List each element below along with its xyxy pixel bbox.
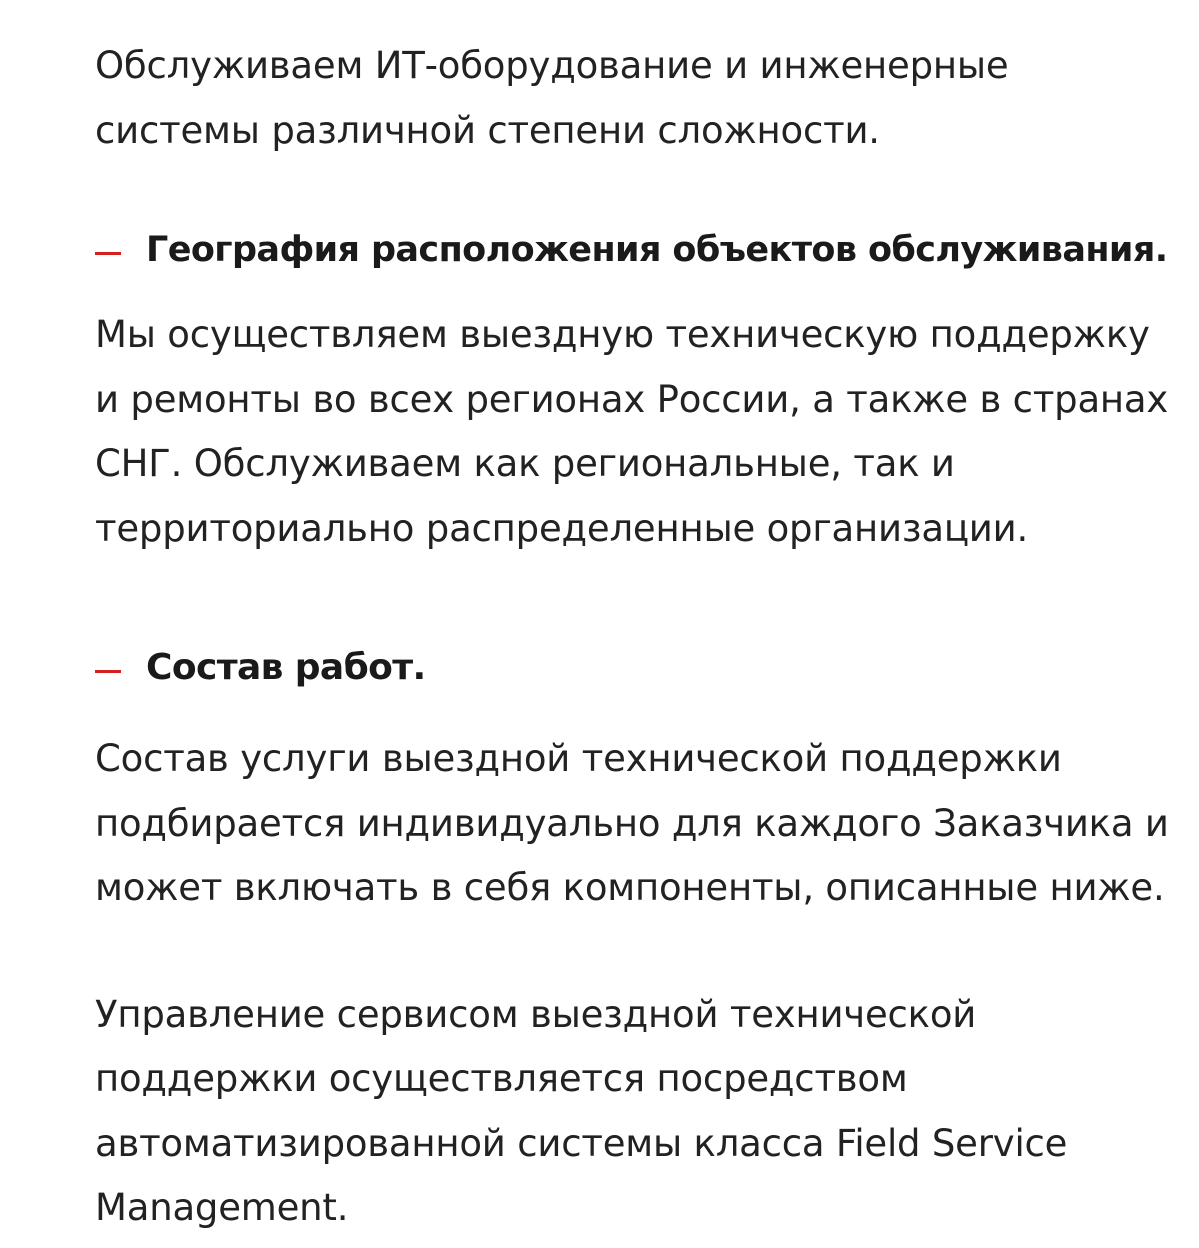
section-heading-geography xyxy=(95,225,1175,275)
section-heading-works xyxy=(95,643,1175,693)
geography-paragraph: Мы осуществляем выездную техническую поддержку и ремонты во всех регионах России, а также в странах СНГ. Обслуживаем как региональные, так и территориально распределенные организации. xyxy=(95,313,1169,550)
intro-paragraph: Обслуживаем ИТ-оборудование и инженерные системы различной степени сложности. xyxy=(95,44,1009,152)
works-paragraph-1: Состав услуги выездной технической поддержки подбирается индивидуально для каждого Заказчика и может включать в себя компоненты, описанные ниже. xyxy=(95,737,1169,909)
article-content xyxy=(95,34,1175,1241)
section-heading-label: Состав работ. xyxy=(146,647,426,688)
dash-bullet-icon xyxy=(95,252,121,255)
works-paragraph-2: Управление сервисом выездной технической поддержки осуществляется посредством автоматизированной системы класса Field Service Management. xyxy=(95,992,1068,1229)
dash-bullet-icon xyxy=(95,670,121,673)
section-heading-label: География расположения объектов обслуживания. xyxy=(146,230,1168,270)
